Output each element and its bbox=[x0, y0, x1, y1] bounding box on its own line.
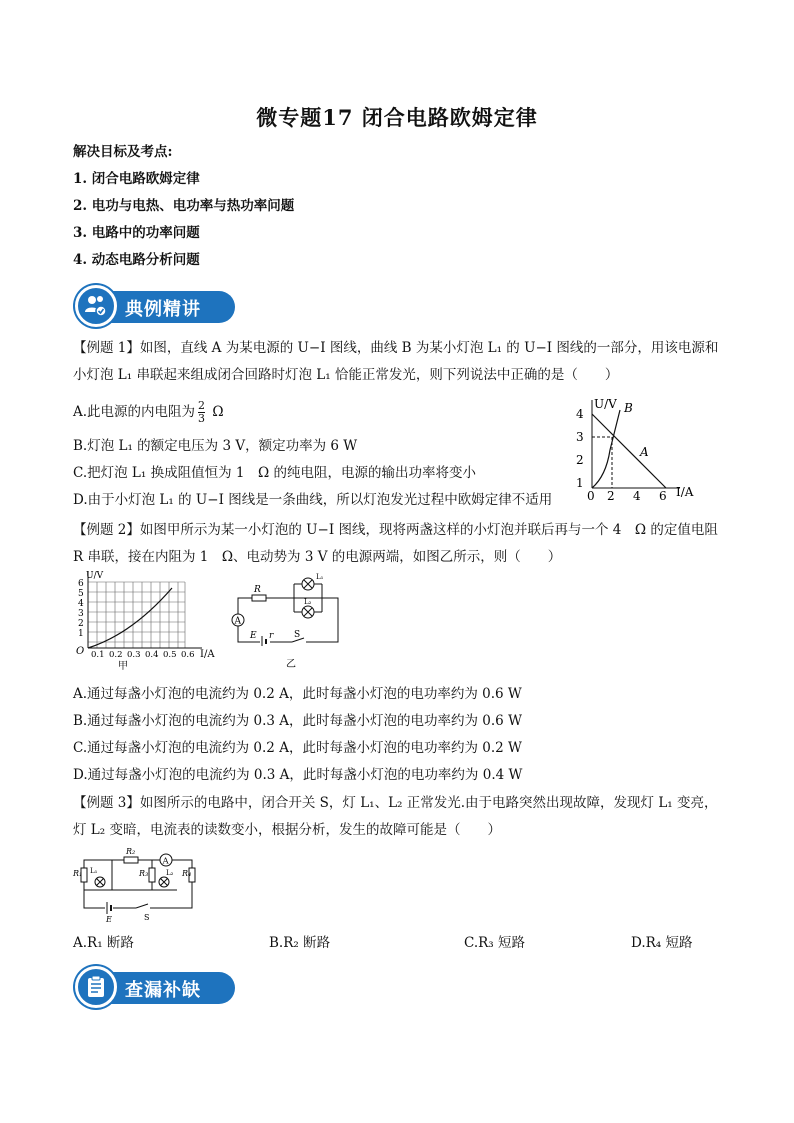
y-tick: 2 bbox=[78, 619, 84, 629]
ex2-option: C.通过每盏小灯泡的电流约为 0.2 A，此时每盏小灯泡的电功率约为 0.2 W bbox=[73, 740, 522, 756]
label-r3: R₃ bbox=[139, 869, 149, 878]
origin-label: O bbox=[76, 646, 85, 657]
label-e: E bbox=[250, 631, 257, 641]
fraction bbox=[198, 400, 205, 425]
banner-label: 查漏补缺 bbox=[125, 980, 201, 1001]
label-e: E bbox=[106, 915, 112, 922]
y-axis-label: U/V bbox=[86, 571, 104, 581]
ex1-stem: 【例题 1】如图，直线 A 为某电源的 U−I 图线，曲线 B 为某小灯泡 L₁ 的 U−I 图线的一部分，用该电源和 bbox=[73, 340, 719, 356]
ex1-option-c: C.把灯泡 L₁ 换成阻值恒为 1 Ω 的纯电阻，电源的输出功率将变小 bbox=[73, 465, 476, 481]
label-l2: L₂ bbox=[304, 598, 312, 606]
ex3-option-d: D.R₄ 短路 bbox=[631, 935, 693, 951]
x-tick: 0.2 bbox=[109, 650, 123, 660]
ex3-stem: 【例题 3】如图所示的电路中，闭合开关 S，灯 L₁、L₂ 正常发光.由于电路突然出现故障，发现灯 L₁ 变亮， bbox=[73, 795, 718, 811]
review-banner bbox=[75, 966, 235, 1008]
ex2-option: D.通过每盏小灯泡的电流约为 0.3 A，此时每盏小灯泡的电功率约为 0.4 W bbox=[73, 767, 523, 783]
option-a-text: A.此电源的内电阻为 bbox=[73, 404, 196, 420]
y-tick: 3 bbox=[576, 430, 584, 444]
goal-item: 2. 电功与电热、电功率与热功率问题 bbox=[73, 198, 295, 214]
ex3-stem: 灯 L₂ 变暗，电流表的读数变小，根据分析，发生的故障可能是（ ） bbox=[73, 822, 501, 838]
goal-item: 1. 闭合电路欧姆定律 bbox=[73, 171, 200, 187]
label-l1: L₁ bbox=[316, 573, 324, 581]
people-icon bbox=[81, 291, 111, 321]
ex2-circuit bbox=[224, 568, 344, 672]
y-tick: 1 bbox=[576, 476, 584, 490]
ex2-ui-graph bbox=[72, 568, 222, 672]
ex3-circuit bbox=[72, 842, 202, 922]
ex1-stem: 小灯泡 L₁ 串联起来组成闭合回路时灯泡 L₁ 恰能正常发光，则下列说法中正确的是（ ） bbox=[73, 367, 619, 383]
ex2-stem: 【例题 2】如图甲所示为某一小灯泡的 U−I 图线，现将两盏这样的小灯泡并联后再与一个 4 Ω 的定值电阻 bbox=[73, 522, 718, 538]
y-tick: 4 bbox=[576, 407, 584, 421]
label-a: A bbox=[162, 856, 169, 867]
ex2-stem: R 串联，接在内阻为 1 Ω、电动势为 3 V 的电源两端，如图乙所示，则（ ） bbox=[73, 549, 562, 565]
graph-caption: 甲 bbox=[118, 661, 128, 672]
x-axis-label: I/A bbox=[676, 485, 694, 499]
curve-b bbox=[592, 410, 620, 488]
y-tick: 4 bbox=[78, 599, 84, 609]
ex1-option-a bbox=[73, 400, 224, 425]
x-tick: 0.1 bbox=[91, 650, 105, 660]
ex3-option-c: C.R₃ 短路 bbox=[464, 935, 526, 951]
resistor-r3 bbox=[149, 868, 155, 882]
line-a bbox=[592, 414, 666, 488]
x-axis-label: I/A bbox=[200, 649, 215, 660]
y-tick: 3 bbox=[78, 609, 84, 619]
y-tick: 5 bbox=[78, 589, 84, 599]
y-tick: 2 bbox=[576, 453, 584, 467]
x-tick: 6 bbox=[659, 489, 667, 503]
lamp-curve bbox=[88, 588, 172, 648]
label-r1: R₁ bbox=[73, 869, 83, 878]
fraction-denominator: 3 bbox=[198, 412, 206, 425]
x-tick: 0.5 bbox=[163, 650, 177, 660]
resistor-r bbox=[252, 595, 266, 601]
label-s: S bbox=[294, 630, 301, 640]
label-r2: R₂ bbox=[126, 847, 136, 856]
ex1-option-d: D.由于小灯泡 L₁ 的 U−I 图线是一条曲线，所以灯泡发光过程中欧姆定律不适用 bbox=[73, 492, 553, 508]
x-tick: 0.3 bbox=[127, 650, 141, 660]
label-r: R bbox=[254, 585, 261, 595]
option-a-unit: Ω bbox=[212, 404, 224, 420]
x-tick: 2 bbox=[607, 489, 615, 503]
line-a-label: A bbox=[640, 445, 649, 459]
label-l1: L₁ bbox=[90, 867, 98, 875]
examples-banner bbox=[75, 285, 235, 327]
circuit-caption: 乙 bbox=[286, 659, 296, 670]
label-r4: R₄ bbox=[182, 869, 192, 878]
ex2-option: A.通过每盏小灯泡的电流约为 0.2 A，此时每盏小灯泡的电功率约为 0.6 W bbox=[73, 686, 522, 702]
label-l2: L₂ bbox=[166, 869, 174, 877]
clipboard-icon bbox=[81, 972, 111, 1002]
ex3-option-a: A.R₁ 断路 bbox=[73, 935, 134, 951]
fraction-numerator: 2 bbox=[198, 399, 206, 412]
x-tick: 0 bbox=[587, 489, 595, 503]
page-title: 微专题17 闭合电路欧姆定律 bbox=[256, 105, 538, 130]
y-axis-label: U/V bbox=[594, 397, 617, 411]
banner-label: 典例精讲 bbox=[125, 299, 201, 320]
x-tick: 0.6 bbox=[181, 650, 195, 660]
goal-item: 3. 电路中的功率问题 bbox=[73, 225, 200, 241]
x-tick: 0.4 bbox=[145, 650, 159, 660]
ex1-ui-graph bbox=[562, 392, 707, 504]
curve-b-label: B bbox=[624, 401, 633, 415]
label-small-r: r bbox=[269, 631, 274, 641]
y-tick: 6 bbox=[78, 579, 84, 589]
label-a: A bbox=[234, 616, 241, 627]
ex2-option: B.通过每盏小灯泡的电流约为 0.3 A，此时每盏小灯泡的电功率约为 0.6 W bbox=[73, 713, 522, 729]
goal-item: 4. 动态电路分析问题 bbox=[73, 252, 200, 268]
x-tick: 4 bbox=[633, 489, 641, 503]
label-s: S bbox=[144, 913, 150, 922]
resistor-r2 bbox=[124, 857, 138, 863]
ex3-option-b: B.R₂ 断路 bbox=[269, 935, 331, 951]
ex1-option-b: B.灯泡 L₁ 的额定电压为 3 V，额定功率为 6 W bbox=[73, 438, 358, 454]
y-tick: 1 bbox=[78, 629, 84, 639]
goals-heading: 解决目标及考点: bbox=[73, 144, 173, 160]
